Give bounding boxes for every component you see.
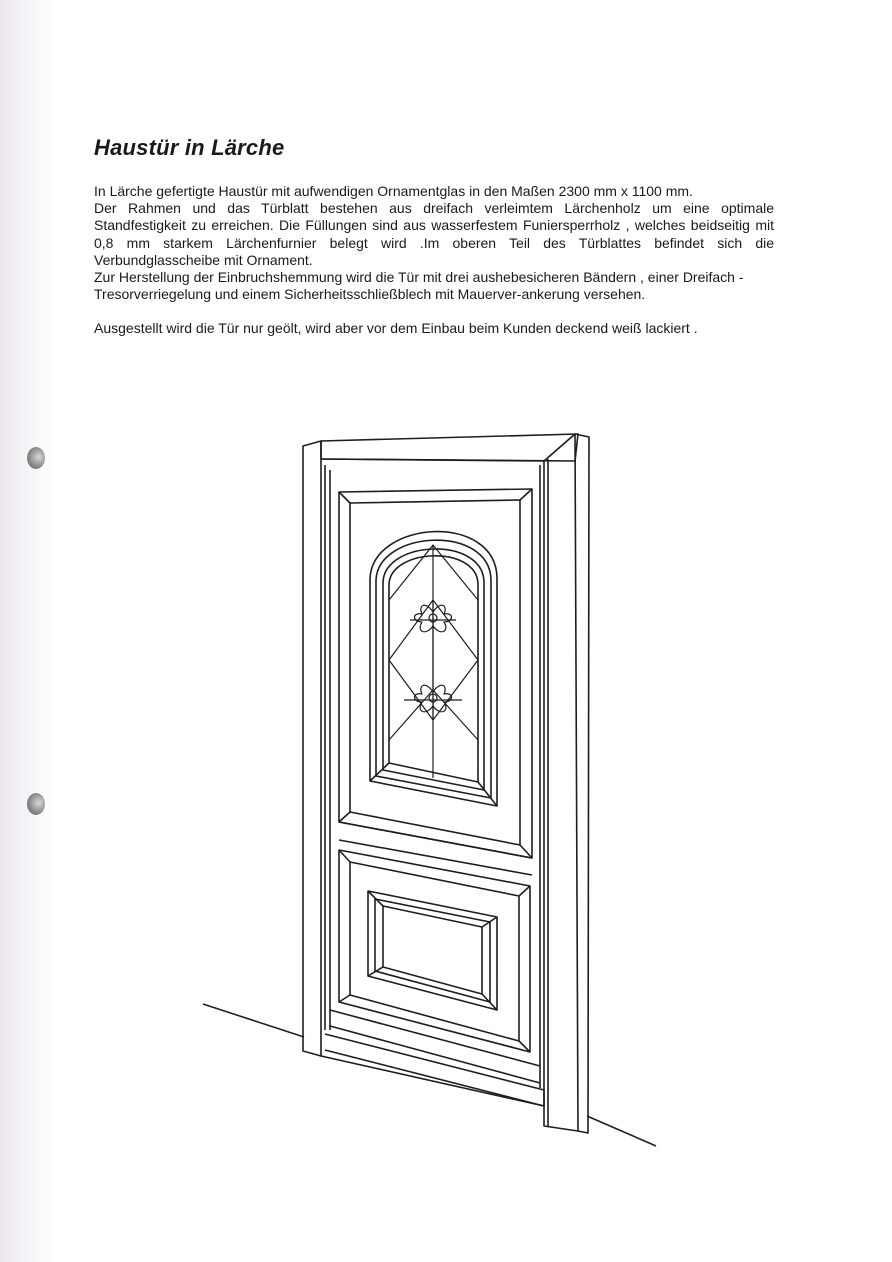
paragraph-intro: In Lärche gefertigte Haustür mit aufwendigen Ornamentglas in den Maßen 2300 mm x 1100 mm. bbox=[94, 183, 693, 199]
paragraph-security: Zur Herstellung der Einbruchshemmung wird die Tür mit drei aushebesicheren Bändern , einer Dreifach - Tresorverriegelung und einem Sicherheitsschließblech mit Mauerver-ankerung versehen. bbox=[94, 269, 744, 303]
punch-hole-bottom bbox=[27, 793, 45, 815]
scan-page-edge bbox=[0, 0, 60, 1262]
punch-hole-top bbox=[27, 447, 45, 469]
document-title: Haustür in Lärche bbox=[94, 135, 285, 160]
paragraph-finish: Ausgestellt wird die Tür nur geölt, wird aber vor dem Einbau beim Kunden deckend weiß lackiert . bbox=[94, 320, 698, 337]
document-body bbox=[94, 183, 774, 338]
paragraph-construction: Der Rahmen und das Türblatt bestehen aus dreifach verleimtem Lärchenholz um eine optimale Standfestigkeit zu erreichen. Die Füllungen sind aus wasserfestem Funiersperrholz , welches beidseitig mit 0,8 mm starkem Lärchenfurnier belegt wird .Im oberen Teil des Türblattes befindet sich die Verbundglasscheibe mit Ornament. bbox=[94, 200, 774, 268]
door-line-drawing-icon bbox=[195, 425, 665, 1155]
